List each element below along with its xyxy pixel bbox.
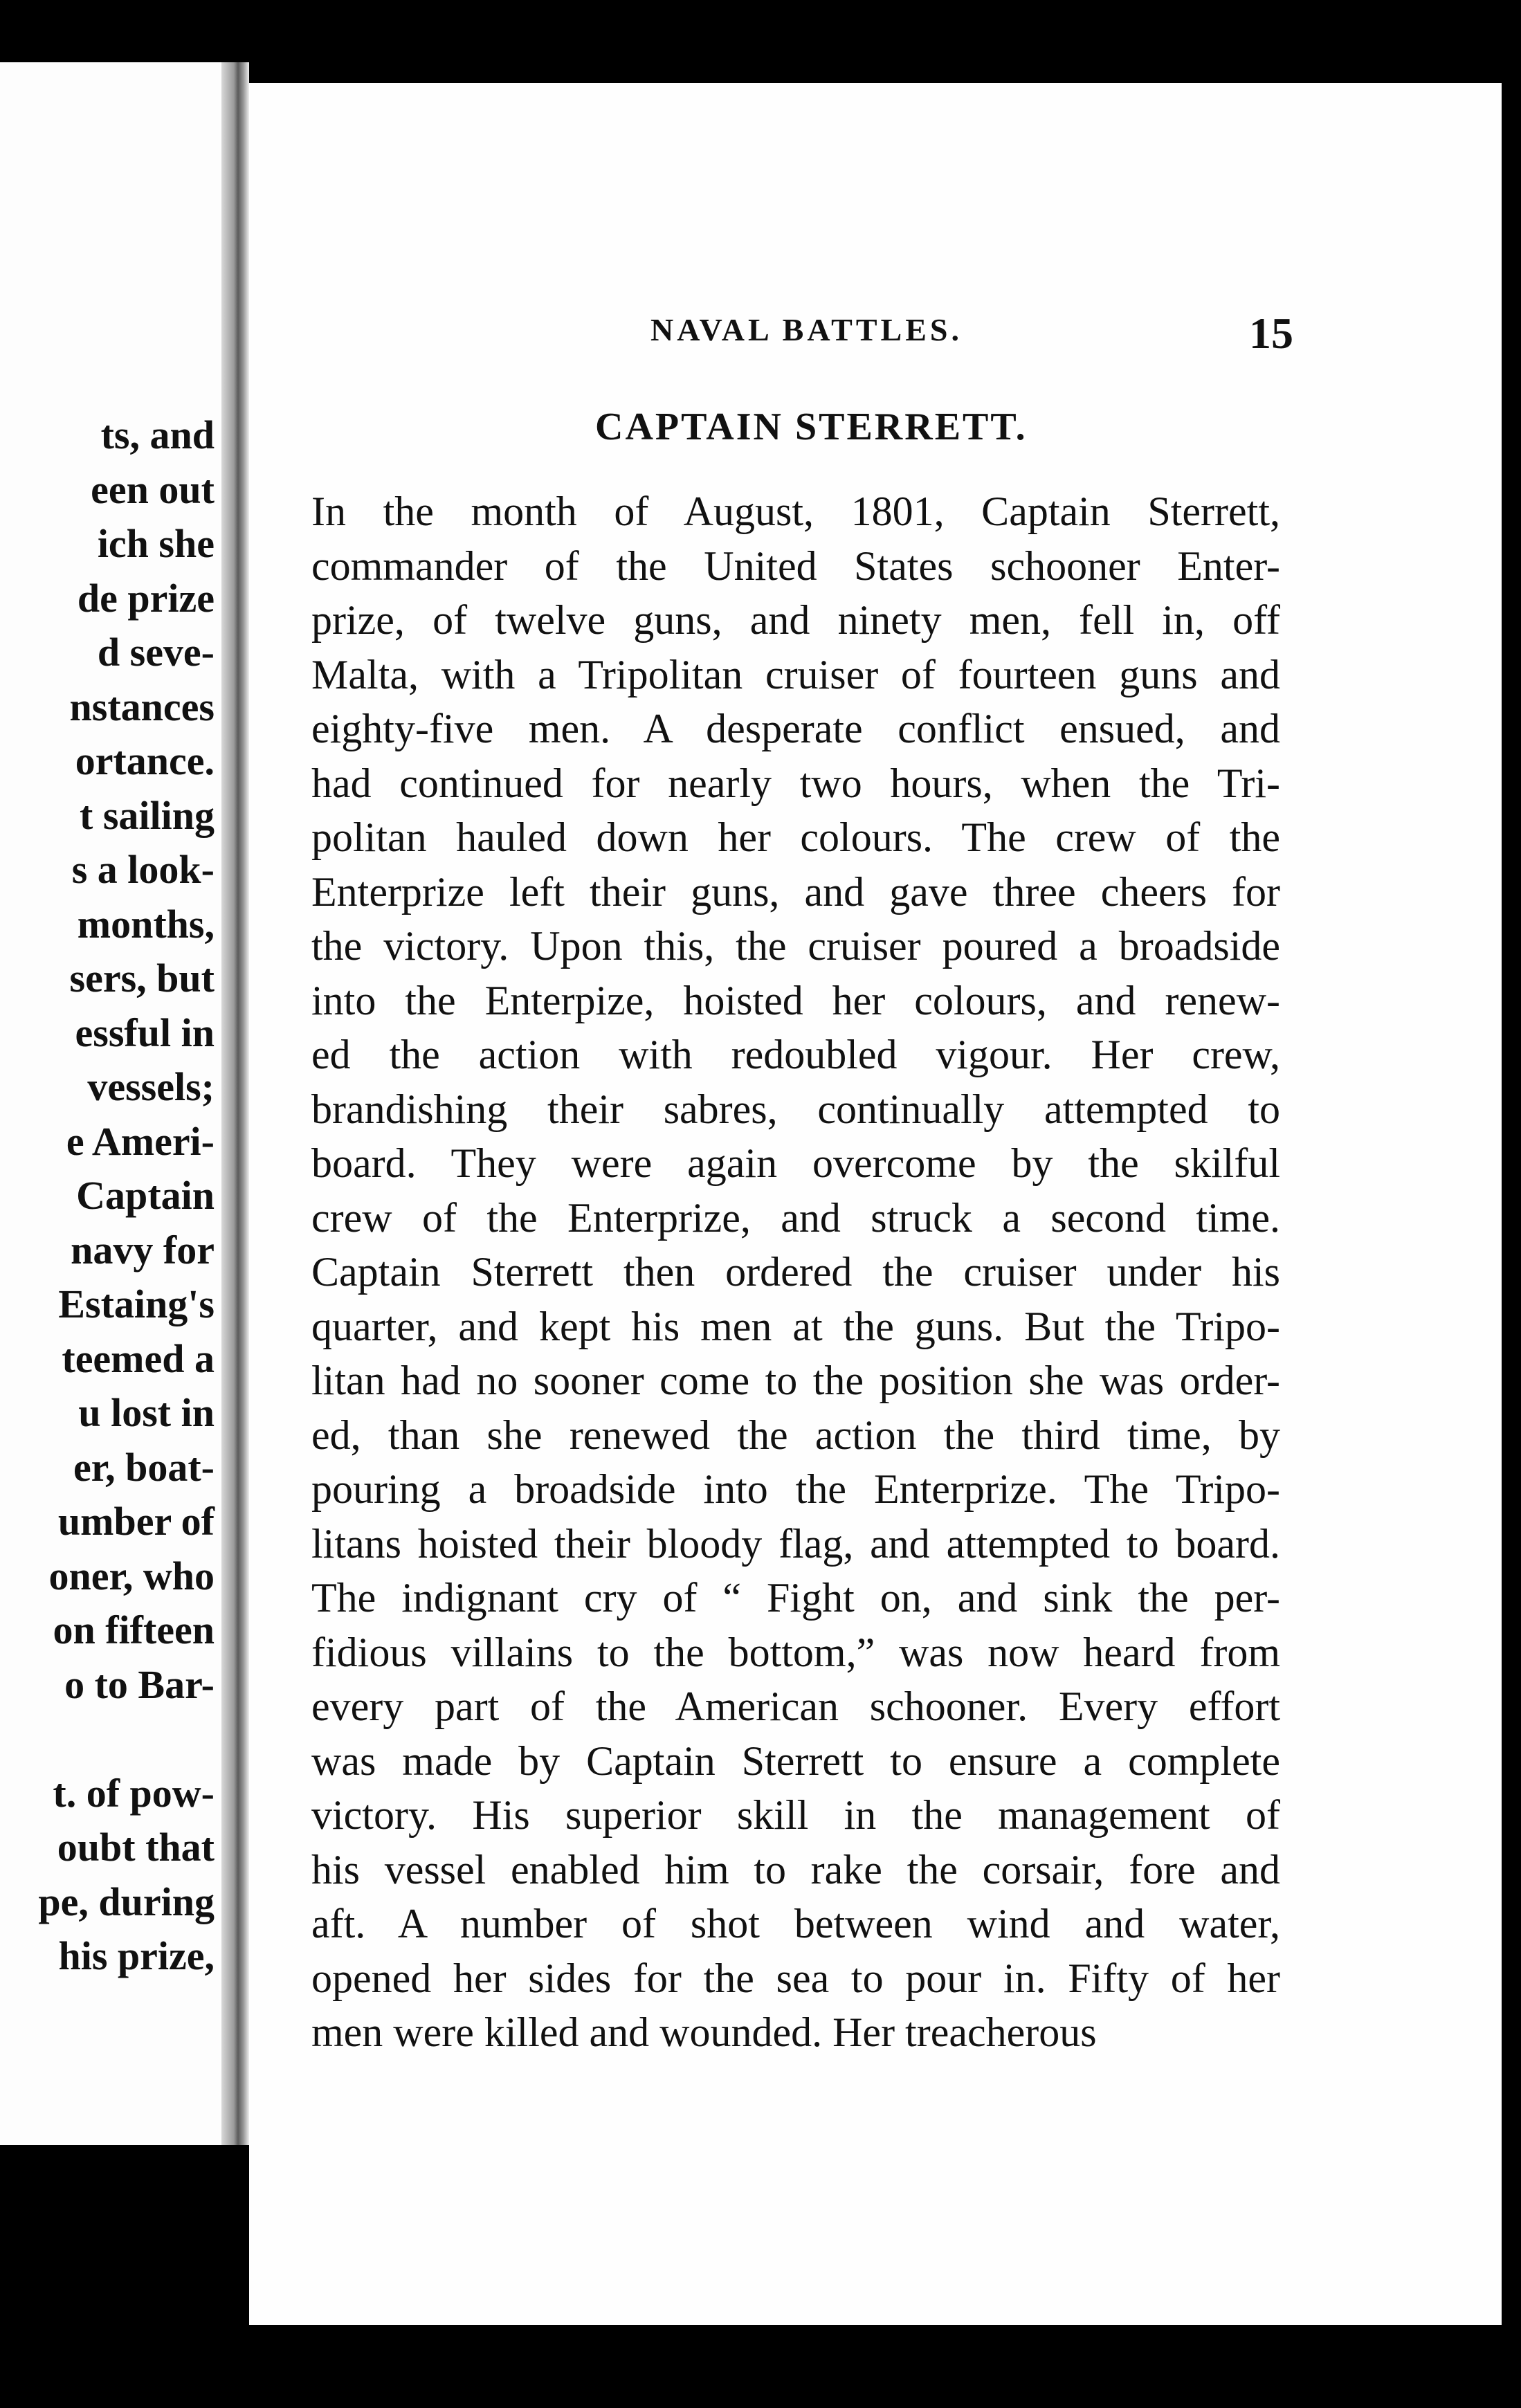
body-line: men were killed and wounded. Her treacherous [311, 2009, 1097, 2055]
left-page-line: Captain [76, 1173, 215, 1218]
body-line: politan hauled down her colours. The crew of the [311, 814, 1280, 860]
body-line: opened her sides for the sea to pour in. Fifty of her [311, 1955, 1280, 2001]
body-line: crew of the Enterprize, and struck a second time. [311, 1194, 1280, 1241]
left-page-line: pe, during [38, 1879, 215, 1924]
body-line: commander of the United States schooner Enter- [311, 542, 1280, 589]
body-line: quarter, and kept his men at the guns. But the Tripo- [311, 1303, 1280, 1349]
running-head: NAVAL BATTLES. [650, 312, 963, 347]
left-page-line: e Ameri- [66, 1118, 215, 1164]
left-page-line: t sailing [80, 792, 215, 838]
left-page-line: navy for [71, 1227, 215, 1273]
left-page-line: his prize, [58, 1933, 215, 1978]
body-line: aft. A number of shot between wind and water, [311, 1901, 1280, 1946]
body-line: Malta, with a Tripolitan cruiser of fourteen guns and [311, 651, 1280, 697]
left-page-line: teemed a [62, 1335, 215, 1381]
left-page-line: nstances [69, 684, 215, 729]
body-line: litan had no sooner come to the position she was order- [311, 1358, 1280, 1403]
left-page-line: oubt that [57, 1825, 215, 1870]
left-page-line: ortance. [75, 738, 215, 783]
left-page-line: o to Bar- [64, 1661, 215, 1707]
chapter-title: CAPTAIN STERRETT. [595, 405, 1028, 448]
left-page-line: s a look- [71, 847, 215, 892]
page-number: 15 [1249, 309, 1293, 358]
left-page-line: t. of pow- [53, 1770, 215, 1816]
left-page [0, 62, 221, 2145]
body-line: litans hoisted their bloody flag, and attempted to board. [311, 1520, 1280, 1567]
left-page-line: een out [91, 466, 215, 512]
body-line: eighty-five men. A desperate conflict ensued, and [311, 706, 1280, 751]
left-page-line: de prize [77, 575, 215, 621]
left-page-line: u lost in [78, 1390, 215, 1435]
left-page-line: ich she [97, 521, 215, 566]
book-gutter [221, 62, 249, 2145]
body-line: In the month of August, 1801, Captain Sterrett, [311, 489, 1280, 534]
left-page-line: Estaing's [58, 1281, 215, 1326]
body-line: brandishing their sabres, continually attempted to [311, 1086, 1280, 1132]
body-line: the victory. Upon this, the cruiser poured a broadside [311, 923, 1280, 969]
body-line: every part of the American schooner. Every effort [311, 1684, 1280, 1729]
body-line: ed, than she renewed the action the third time, by [311, 1412, 1280, 1458]
left-page-line: essful in [75, 1010, 215, 1055]
left-page-line: vessels; [87, 1064, 215, 1109]
right-page [249, 83, 1502, 2325]
left-page-line [7, 1712, 215, 1767]
body-line: fidious villains to the bottom,” was now heard from [311, 1629, 1280, 1675]
left-page-line: sers, but [69, 956, 215, 1001]
body-line: his vessel enabled him to rake the corsair, fore and [311, 1846, 1280, 1892]
body-line: had continued for nearly two hours, when the Tri- [311, 760, 1280, 806]
left-page-line: on fifteen [53, 1607, 215, 1652]
body-line: was made by Captain Sterrett to ensure a complete [311, 1737, 1280, 1784]
left-page-line: oner, who [48, 1553, 215, 1598]
body-line: pouring a broadside into the Enterprize. The Tripo- [311, 1466, 1280, 1512]
body-line: Captain Sterrett then ordered the cruiser under his [311, 1249, 1280, 1295]
body-line: The indignant cry of “ Fight on, and sink the per- [311, 1575, 1280, 1621]
left-page-line: d seve- [97, 630, 215, 675]
body-line: Enterprize left their guns, and gave three cheers for [311, 868, 1280, 915]
body-line: prize, of twelve guns, and ninety men, fell in, off [311, 597, 1280, 643]
body-line: ed the action with redoubled vigour. Her crew, [311, 1032, 1280, 1077]
left-page-line: umber of [57, 1499, 215, 1544]
body-line: victory. His superior skill in the management of [311, 1792, 1280, 1838]
left-page-line: er, boat- [73, 1444, 215, 1490]
left-page-line: ts, and [100, 412, 215, 457]
left-page-text [7, 408, 215, 1984]
body-text [311, 484, 1280, 2060]
left-page-line: months, [77, 901, 215, 947]
body-line: into the Enterpize, hoisted her colours, and renew- [311, 977, 1280, 1023]
body-line: board. They were again overcome by the skilful [311, 1140, 1280, 1186]
